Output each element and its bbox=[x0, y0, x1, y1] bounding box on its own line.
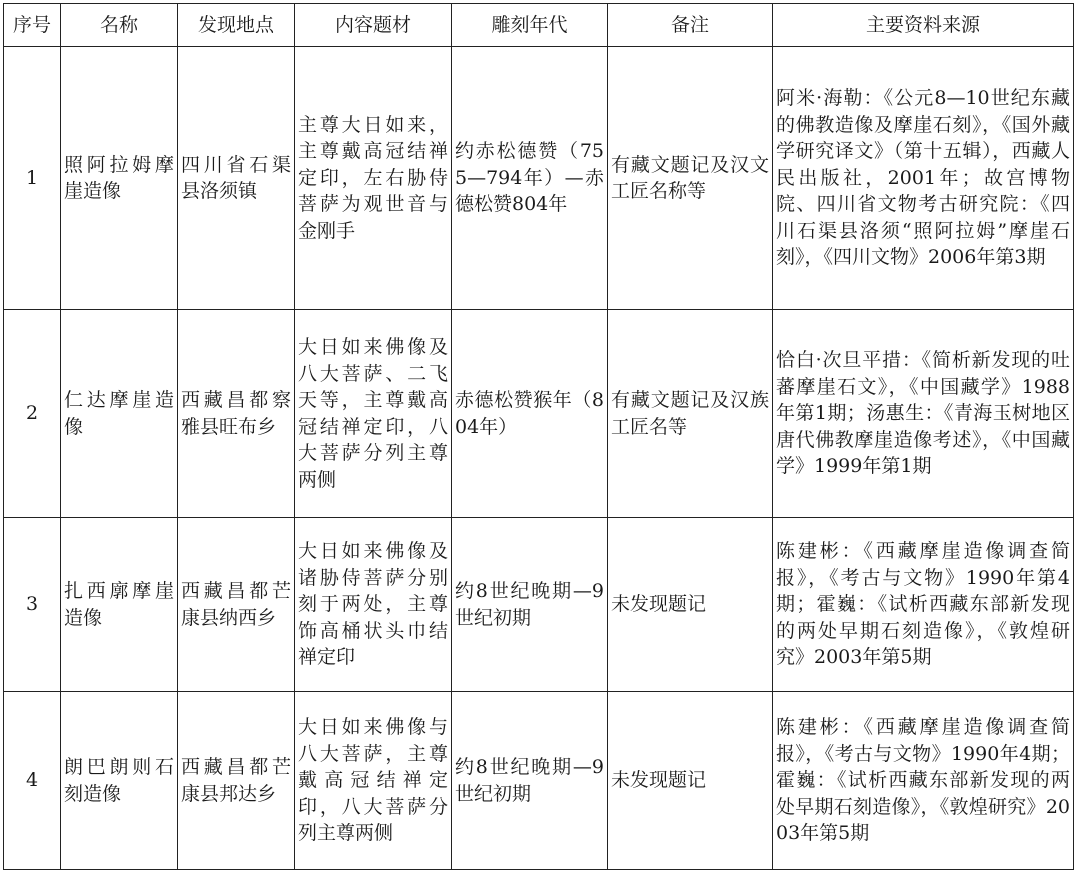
cell-sources: 阿米·海勒：《公元8—10世纪东藏的佛教造像及摩崖石刻》，《国外藏学研究译文》（第十五辑），西藏人民出版社，2001年；故宫博物院、四川省文物考古研究院：《四川石渠县洛须“照阿拉姆”摩崖石刻》，《四川文物》2006年第3期 bbox=[773, 47, 1074, 310]
cell-index: 3 bbox=[4, 518, 61, 692]
table-row bbox=[4, 692, 1074, 870]
cell-name: 扎西廓摩崖造像 bbox=[61, 518, 178, 692]
cell-era: 赤德松赞猴年（804年） bbox=[452, 310, 608, 518]
carvings-table bbox=[3, 3, 1074, 870]
cell-name: 朗巴朗则石刻造像 bbox=[61, 692, 178, 870]
cell-location: 西藏昌都芒康县邦达乡 bbox=[178, 692, 295, 870]
header-index: 序号 bbox=[4, 4, 61, 47]
cell-name: 仁达摩崖造像 bbox=[61, 310, 178, 518]
cell-index: 4 bbox=[4, 692, 61, 870]
header-era: 雕刻年代 bbox=[452, 4, 608, 47]
cell-location: 西藏昌都察雅县旺布乡 bbox=[178, 310, 295, 518]
cell-sources: 陈建彬：《西藏摩崖造像调查简报》，《考古与文物》1990年4期；霍巍：《试析西藏东部新发现的两处早期石刻造像》，《敦煌研究》2003年第5期 bbox=[773, 692, 1074, 870]
header-content: 内容题材 bbox=[295, 4, 452, 47]
cell-content: 主尊大日如来，主尊戴高冠结禅定印，左右胁侍菩萨为观世音与金刚手 bbox=[295, 47, 452, 310]
cell-sources: 陈建彬：《西藏摩崖造像调查简报》，《考古与文物》1990年第4期；霍巍：《试析西藏东部新发现的两处早期石刻造像》，《敦煌研究》2003年第5期 bbox=[773, 518, 1074, 692]
header-sources: 主要资料来源 bbox=[773, 4, 1074, 47]
cell-era: 约赤松德赞（755—794年）—赤德松赞804年 bbox=[452, 47, 608, 310]
cell-content: 大日如来佛像及八大菩萨、二飞天等，主尊戴高冠结禅定印，八大菩萨分列主尊两侧 bbox=[295, 310, 452, 518]
cell-notes: 有藏文题记及汉文工匠名称等 bbox=[608, 47, 773, 310]
cell-index: 1 bbox=[4, 47, 61, 310]
cell-era: 约8世纪晚期—9世纪初期 bbox=[452, 518, 608, 692]
cell-location: 四川省石渠县洛须镇 bbox=[178, 47, 295, 310]
table-row bbox=[4, 518, 1074, 692]
cell-name: 照阿拉姆摩崖造像 bbox=[61, 47, 178, 310]
cell-location: 西藏昌都芒康县纳西乡 bbox=[178, 518, 295, 692]
header-notes: 备注 bbox=[608, 4, 773, 47]
cell-era: 约8世纪晚期—9世纪初期 bbox=[452, 692, 608, 870]
cell-content: 大日如来佛像与八大菩萨，主尊戴高冠结禅定印，八大菩萨分列主尊两侧 bbox=[295, 692, 452, 870]
table-row bbox=[4, 310, 1074, 518]
header-location: 发现地点 bbox=[178, 4, 295, 47]
cell-content: 大日如来佛像及诸胁侍菩萨分别刻于两处，主尊饰高桶状头巾结禅定印 bbox=[295, 518, 452, 692]
cell-index: 2 bbox=[4, 310, 61, 518]
table-row bbox=[4, 47, 1074, 310]
cell-notes: 有藏文题记及汉族工匠名等 bbox=[608, 310, 773, 518]
cell-notes: 未发现题记 bbox=[608, 692, 773, 870]
header-name: 名称 bbox=[61, 4, 178, 47]
cell-sources: 恰白·次旦平措：《简析新发现的吐蕃摩崖石文》，《中国藏学》1988年第1期；汤惠生：《青海玉树地区唐代佛教摩崖造像考述》，《中国藏学》1999年第1期 bbox=[773, 310, 1074, 518]
cell-notes: 未发现题记 bbox=[608, 518, 773, 692]
header-row bbox=[4, 4, 1074, 47]
